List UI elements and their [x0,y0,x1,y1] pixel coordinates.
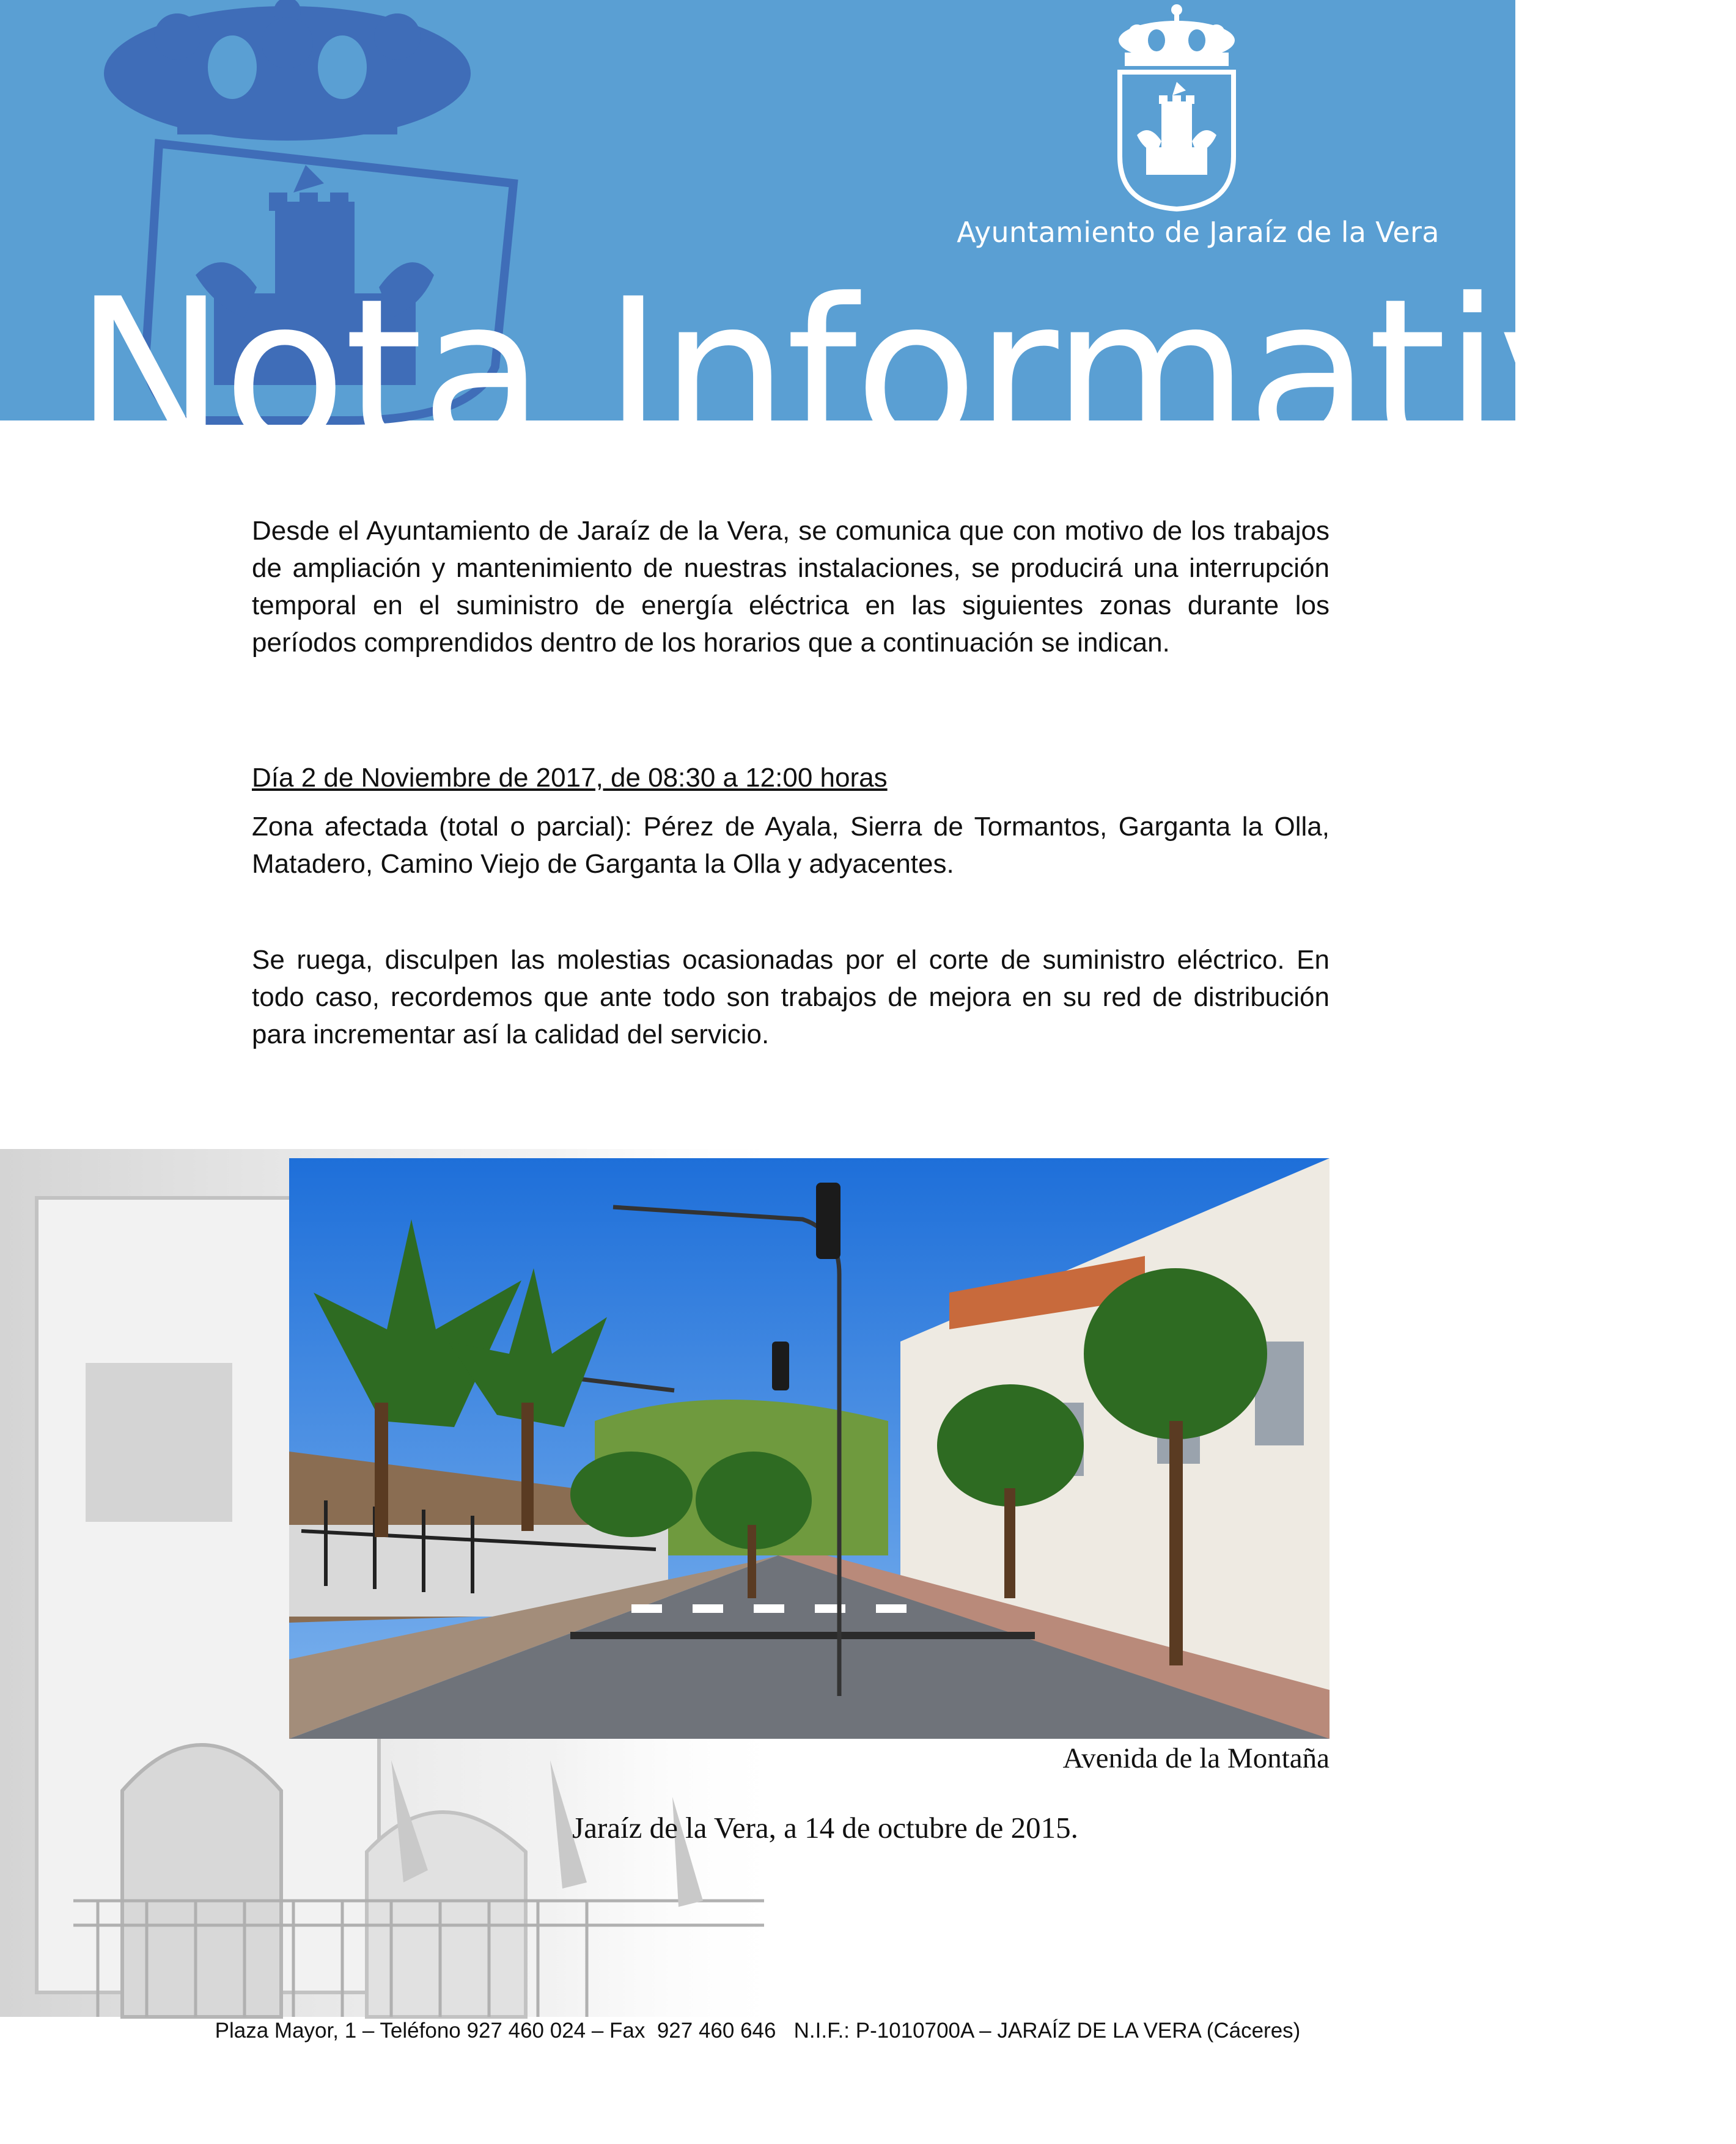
apology-paragraph: Se ruega, disculpen las molestias ocasionadas por el corte de suministro eléctrico. En todo caso, recordemos que ante todo son trabajos de mejora en su red de distribución para incrementar así la calidad del servicio. [252,945,1330,1049]
footer-address: Plaza Mayor, 1 – Teléfono 927 460 024 – Fax 927 460 646 N.I.F.: P-1010700A – JARAÍZ DE LA VERA (Cáceres) [215,2019,1301,2043]
place-and-date: Jaraíz de la Vera, a 14 de octubre de 2015. [572,1811,1078,1845]
page-title: Nota Informativa [75,255,1736,490]
street-photo [289,1158,1330,1739]
header-banner [0,0,1736,490]
photo-caption: Avenida de la Montaña [1062,1742,1330,1774]
intro-paragraph: Desde el Ayuntamiento de Jaraíz de la Vera, se comunica que con motivo de los trabajos de ampliación y mantenimiento de nuestras instalaciones, se producirá una interrupción temporal en el suministro de energía eléctrica en las siguientes zonas durante los períodos comprendidos dentro de los horarios que a continuación se indican. [252,516,1330,658]
organization-name: Ayuntamiento de Jaraíz de la Vera [957,216,1440,249]
town-crest-logo-icon [1113,4,1241,211]
affected-zone-paragraph: Zona afectada (total o parcial): Pérez de Ayala, Sierra de Tormantos, Garganta la Olla, Matadero, Camino Viejo de Garganta la Olla y adyacentes. [252,812,1330,879]
outage-date-line: Día 2 de Noviembre de 2017, de 08:30 a 12:00 horas [252,763,888,793]
